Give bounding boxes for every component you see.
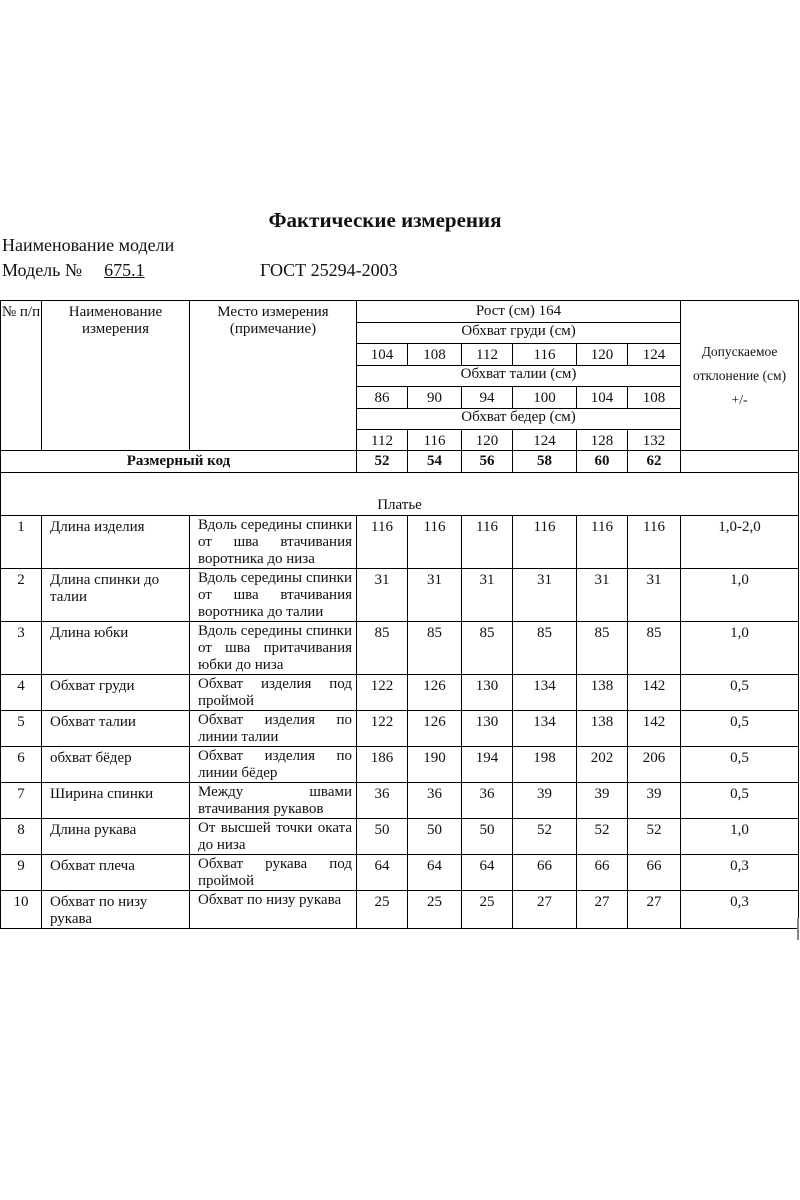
measurement-name: обхват бёдер: [42, 747, 190, 783]
measurement-value: 50: [357, 819, 408, 855]
table-row: [1, 783, 799, 819]
hips-value: 124: [513, 430, 577, 451]
measurement-value: 138: [577, 675, 628, 711]
measurement-name: Обхват плеча: [42, 855, 190, 891]
measurement-place: Вдоль середины спинки от шва втачивания воротника до низа: [190, 516, 357, 569]
page-edge-mark: [797, 918, 799, 940]
measurement-value: 116: [462, 516, 513, 569]
measurement-value: 126: [408, 711, 462, 747]
measurement-value: 27: [628, 891, 681, 929]
size-code: 56: [462, 451, 513, 473]
measurement-value: 186: [357, 747, 408, 783]
measurement-value: 206: [628, 747, 681, 783]
header-name: Наименование измерения: [42, 301, 190, 451]
header-index: № п/п: [1, 301, 42, 451]
measurement-value: 25: [408, 891, 462, 929]
waist-value: 94: [462, 387, 513, 409]
row-index: 8: [1, 819, 42, 855]
measurement-value: 39: [513, 783, 577, 819]
table-row: [1, 711, 799, 747]
measurement-name: Ширина спинки: [42, 783, 190, 819]
measurement-place: Между швами втачивания рукавов: [190, 783, 357, 819]
measurement-value: 142: [628, 675, 681, 711]
measurement-name: Длина изделия: [42, 516, 190, 569]
measurement-value: 64: [408, 855, 462, 891]
header-tolerance: Допускаемое отклонение (см) +/-: [693, 343, 787, 407]
measurement-name: Длина спинки до талии: [42, 569, 190, 622]
measurement-value: 31: [513, 569, 577, 622]
table-row: [1, 569, 799, 622]
measurement-tolerance: 0,3: [681, 891, 799, 929]
measurement-value: 27: [513, 891, 577, 929]
measurement-value: 194: [462, 747, 513, 783]
measurements-table: [0, 300, 799, 929]
measurement-value: 31: [577, 569, 628, 622]
header-chest: Обхват груди (см): [357, 323, 681, 344]
measurement-value: 64: [357, 855, 408, 891]
measurement-value: 52: [513, 819, 577, 855]
standard-reference: ГОСТ 25294-2003: [260, 260, 398, 280]
measurement-value: 64: [462, 855, 513, 891]
table-row: [1, 891, 799, 929]
measurement-tolerance: 1,0: [681, 819, 799, 855]
measurement-place: Обхват изделия по линии бёдер: [190, 747, 357, 783]
measurement-value: 36: [462, 783, 513, 819]
model-number: 675.1: [104, 260, 145, 280]
measurement-value: 130: [462, 711, 513, 747]
table-row: [1, 622, 799, 675]
hips-value: 128: [577, 430, 628, 451]
measurement-value: 31: [628, 569, 681, 622]
measurement-value: 39: [628, 783, 681, 819]
waist-value: 86: [357, 387, 408, 409]
measurement-value: 134: [513, 711, 577, 747]
size-code: 52: [357, 451, 408, 473]
measurement-place: Обхват изделия по линии талии: [190, 711, 357, 747]
measurement-tolerance: 0,3: [681, 855, 799, 891]
row-index: 6: [1, 747, 42, 783]
row-index: 4: [1, 675, 42, 711]
measurement-value: 130: [462, 675, 513, 711]
table-row: [1, 516, 799, 569]
row-index: 3: [1, 622, 42, 675]
measurement-value: 52: [577, 819, 628, 855]
measurement-value: 85: [462, 622, 513, 675]
size-code: 60: [577, 451, 628, 473]
measurement-value: 134: [513, 675, 577, 711]
row-index: 7: [1, 783, 42, 819]
measurement-place: Вдоль середины спинки от шва притачивания юбки до низа: [190, 622, 357, 675]
measurement-value: 25: [357, 891, 408, 929]
chest-value: 112: [462, 344, 513, 366]
measurement-value: 116: [577, 516, 628, 569]
measurement-value: 66: [513, 855, 577, 891]
measurement-value: 39: [577, 783, 628, 819]
header-waist: Обхват талии (см): [357, 366, 681, 387]
measurement-value: 85: [577, 622, 628, 675]
table-row: [1, 675, 799, 711]
measurement-value: 66: [577, 855, 628, 891]
model-number-line: [2, 260, 398, 281]
size-code-label: Размерный код: [1, 451, 357, 473]
measurement-value: 85: [357, 622, 408, 675]
chest-value: 108: [408, 344, 462, 366]
measurement-tolerance: 1,0: [681, 569, 799, 622]
measurement-value: 50: [408, 819, 462, 855]
measurement-value: 85: [513, 622, 577, 675]
measurement-value: 142: [628, 711, 681, 747]
waist-value: 108: [628, 387, 681, 409]
measurement-value: 36: [408, 783, 462, 819]
measurement-tolerance: 1,0: [681, 622, 799, 675]
row-index: 5: [1, 711, 42, 747]
measurement-place: Вдоль середины спинки от шва втачивания воротника до талии: [190, 569, 357, 622]
row-index: 2: [1, 569, 42, 622]
measurement-tolerance: 1,0-2,0: [681, 516, 799, 569]
measurement-value: 31: [462, 569, 513, 622]
waist-value: 100: [513, 387, 577, 409]
size-code-row: [1, 451, 799, 473]
size-code: 58: [513, 451, 577, 473]
measurement-value: 116: [408, 516, 462, 569]
measurement-value: 116: [513, 516, 577, 569]
measurement-value: 25: [462, 891, 513, 929]
measurement-value: 190: [408, 747, 462, 783]
measurement-place: Обхват изделия под проймой: [190, 675, 357, 711]
measurement-value: 198: [513, 747, 577, 783]
measurement-value: 85: [408, 622, 462, 675]
hips-value: 120: [462, 430, 513, 451]
table-row: [1, 819, 799, 855]
size-code: 54: [408, 451, 462, 473]
measurement-value: 126: [408, 675, 462, 711]
measurement-value: 36: [357, 783, 408, 819]
size-code-tolerance-empty: [681, 451, 799, 473]
hips-value: 116: [408, 430, 462, 451]
measurement-place: Обхват по низу рукава: [190, 891, 357, 929]
measurement-value: 122: [357, 711, 408, 747]
measurement-name: Длина рукава: [42, 819, 190, 855]
table-row: [1, 747, 799, 783]
measurement-value: 27: [577, 891, 628, 929]
section-title: Платье: [1, 473, 799, 516]
measurement-value: 66: [628, 855, 681, 891]
measurement-value: 116: [357, 516, 408, 569]
table-row: [1, 855, 799, 891]
waist-value: 104: [577, 387, 628, 409]
measurement-value: 202: [577, 747, 628, 783]
measurement-tolerance: 0,5: [681, 711, 799, 747]
document-title: Фактические измерения: [268, 208, 502, 232]
measurement-value: 122: [357, 675, 408, 711]
header-tolerance-cell: [681, 301, 799, 451]
measurement-name: Обхват груди: [42, 675, 190, 711]
model-name-label: Наименование модели: [2, 235, 175, 255]
waist-value: 90: [408, 387, 462, 409]
measurement-value: 85: [628, 622, 681, 675]
chest-value: 104: [357, 344, 408, 366]
size-code: 62: [628, 451, 681, 473]
row-index: 1: [1, 516, 42, 569]
model-number-label: Модель №: [2, 260, 83, 280]
measurement-tolerance: 0,5: [681, 747, 799, 783]
hips-value: 132: [628, 430, 681, 451]
row-index: 9: [1, 855, 42, 891]
header-hips: Обхват бедер (см): [357, 409, 681, 430]
row-index: 10: [1, 891, 42, 929]
measurement-place: Обхват рукава под проймой: [190, 855, 357, 891]
measurement-value: 138: [577, 711, 628, 747]
measurement-tolerance: 0,5: [681, 783, 799, 819]
measurement-value: 31: [357, 569, 408, 622]
measurement-place: От высшей точки оката до низа: [190, 819, 357, 855]
chest-value: 120: [577, 344, 628, 366]
measurement-value: 50: [462, 819, 513, 855]
measurement-name: Обхват талии: [42, 711, 190, 747]
measurement-value: 52: [628, 819, 681, 855]
chest-value: 116: [513, 344, 577, 366]
measurement-value: 116: [628, 516, 681, 569]
chest-value: 124: [628, 344, 681, 366]
header-height: Рост (см) 164: [357, 301, 681, 323]
measurement-tolerance: 0,5: [681, 675, 799, 711]
header-place: Место измерения (примечание): [190, 301, 357, 451]
measurement-name: Обхват по низу рукава: [42, 891, 190, 929]
hips-value: 112: [357, 430, 408, 451]
measurement-name: Длина юбки: [42, 622, 190, 675]
measurement-value: 31: [408, 569, 462, 622]
